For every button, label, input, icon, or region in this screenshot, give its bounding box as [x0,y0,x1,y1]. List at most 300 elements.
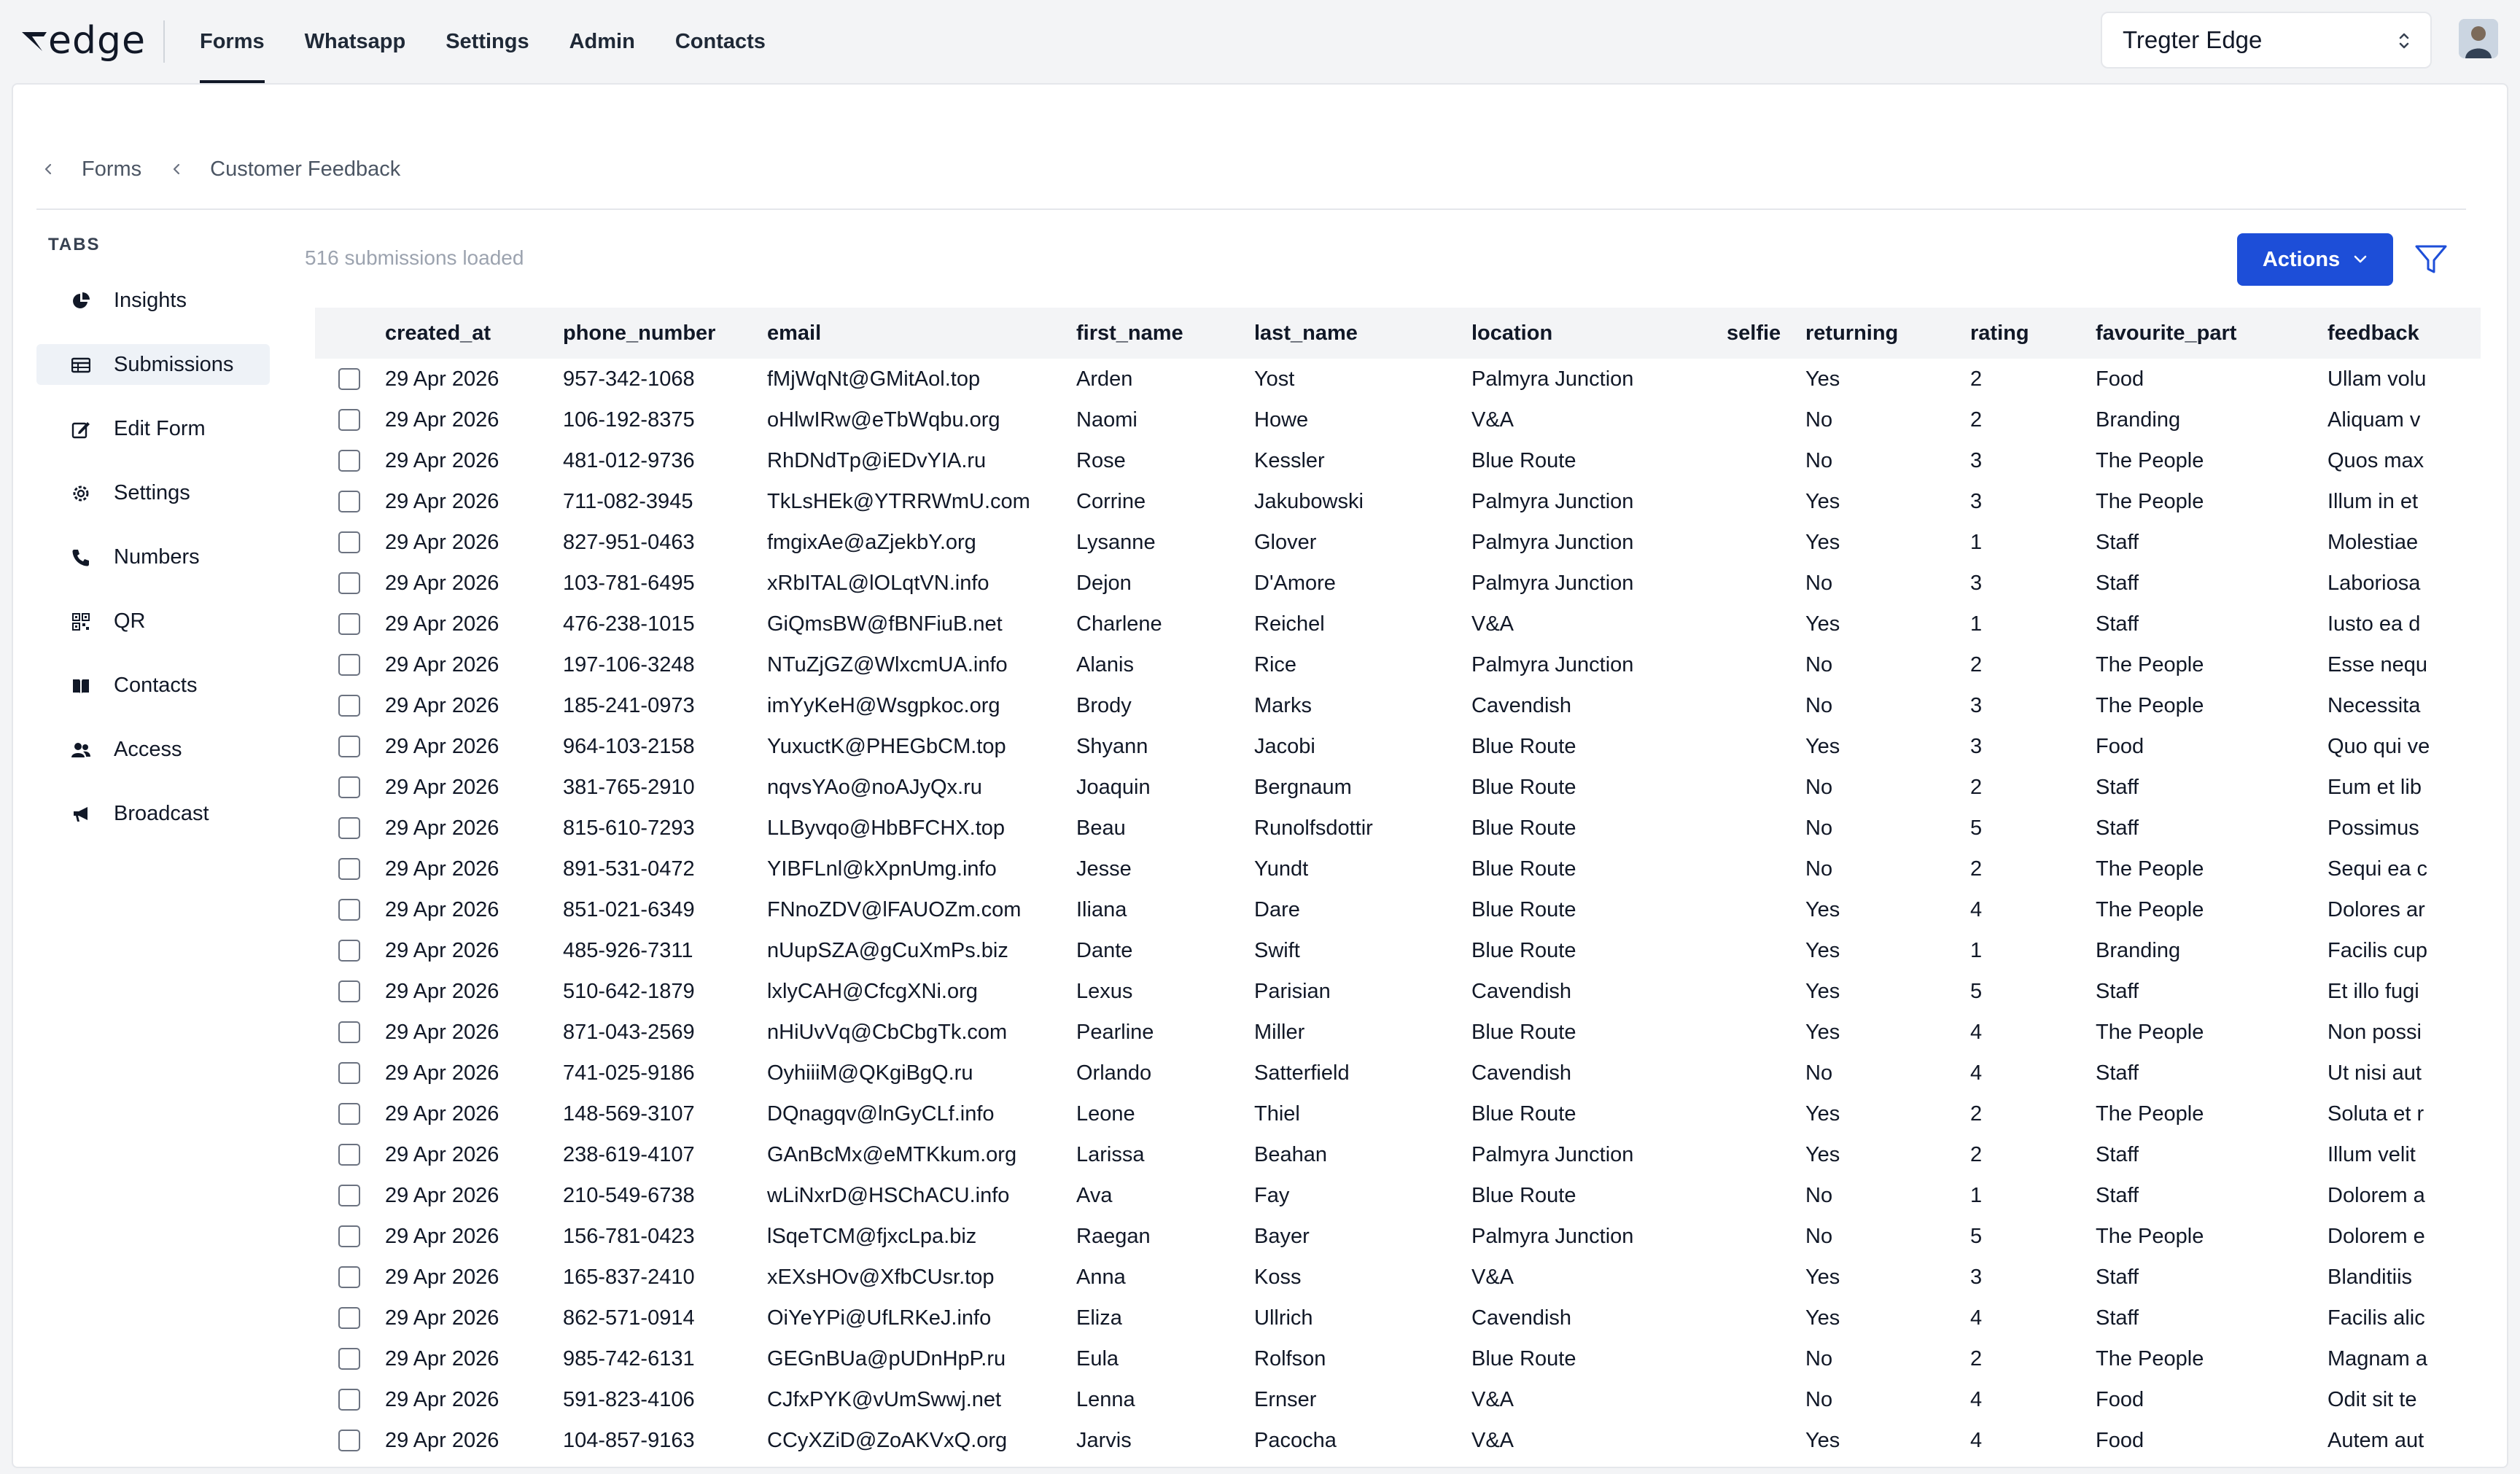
cell-created-at: 29 Apr 2026 [385,775,499,799]
table-row[interactable] [315,399,2481,440]
row-checkbox[interactable] [338,572,360,594]
cell-selfie [1727,767,1805,808]
cell-rating: 2 [1970,1101,1983,1126]
cell-location: V&A [1471,1428,1514,1452]
cell-returning: Yes [1805,367,1840,391]
row-select-cell [315,1379,385,1420]
nav-whatsapp[interactable]: Whatsapp [304,29,406,53]
row-select-cell [315,644,385,685]
column-header-location[interactable]: location [1471,321,1553,345]
cell-last-name: Thiel [1254,1101,1300,1126]
cell-email: CJfxPYK@vUmSwwj.net [767,1387,1002,1411]
cell-first-name: Iliana [1076,897,1127,921]
cell-last-name: Runolfsdottir [1254,816,1373,840]
cell-favourite-part: The People [2096,448,2204,472]
cell-feedback: Quo qui ve [2328,734,2430,758]
cell-favourite-part: Food [2096,734,2144,758]
cell-created-at: 29 Apr 2026 [385,897,499,921]
row-checkbox[interactable] [338,613,360,635]
cell-created-at: 29 Apr 2026 [385,489,499,513]
row-select-cell [315,930,385,971]
row-checkbox[interactable] [338,736,360,757]
cell-selfie [1727,644,1805,685]
table-row[interactable] [315,1134,2481,1175]
cell-feedback: Dolorem a [2328,1183,2425,1207]
cell-last-name: Jakubowski [1254,489,1364,513]
table-row[interactable] [315,1053,2481,1093]
column-header-first-name[interactable]: first_name [1076,321,1183,345]
cell-created-at: 29 Apr 2026 [385,857,499,881]
cell-last-name: Satterfield [1254,1061,1350,1085]
cell-first-name: Arden [1076,367,1133,391]
cell-last-name: Fay [1254,1183,1290,1207]
column-header-created-at[interactable]: created_at [385,321,491,345]
chevron-down-icon [2353,254,2368,265]
table-row[interactable] [315,930,2481,971]
cell-first-name: Corrine [1076,489,1146,513]
column-header-returning[interactable]: returning [1805,321,1899,345]
cell-phone-number: 103-781-6495 [563,571,695,595]
cell-phone-number: 238-619-4107 [563,1142,695,1166]
cell-email: YIBFLnl@kXpnUmg.info [767,857,997,881]
cell-email: xRbITAL@lOLqtVN.info [767,571,989,595]
tabs-heading: TABS [48,235,101,254]
cell-created-at: 29 Apr 2026 [385,1265,499,1289]
cell-rating: 3 [1970,489,1983,513]
cell-returning: No [1805,1061,1833,1085]
cell-returning: No [1805,1183,1833,1207]
cell-returning: No [1805,571,1833,595]
nav-admin[interactable]: Admin [569,29,635,53]
cell-first-name: Jarvis [1076,1428,1132,1452]
cell-last-name: Koss [1254,1265,1302,1289]
cell-favourite-part: The People [2096,1020,2204,1044]
phone-icon [71,548,90,567]
row-checkbox[interactable] [338,1185,360,1206]
submissions-count: 516 submissions loaded [305,246,524,269]
column-header-phone-number[interactable]: phone_number [563,321,716,345]
cell-rating: 3 [1970,734,1983,758]
cell-first-name: Leone [1076,1101,1135,1126]
table-row[interactable] [315,1298,2481,1338]
actions-button[interactable] [2237,233,2393,286]
cell-returning: Yes [1805,612,1840,636]
cell-location: Blue Route [1471,1346,1576,1370]
sidebar-item-label: Insights [114,288,187,312]
cell-selfie [1727,930,1805,971]
cell-phone-number: 891-531-0472 [563,857,695,881]
cell-rating: 2 [1970,652,1983,676]
cell-selfie [1727,971,1805,1012]
row-checkbox[interactable] [338,450,360,472]
table-row[interactable] [315,440,2481,481]
cell-created-at: 29 Apr 2026 [385,816,499,840]
cell-returning: No [1805,693,1833,717]
sidebar-item-label: Numbers [114,545,200,569]
cell-selfie [1727,563,1805,604]
cell-email: nUupSZA@gCuXmPs.biz [767,938,1008,962]
table-row[interactable] [315,849,2481,889]
cell-feedback: Autem aut [2328,1428,2424,1452]
sidebar-item-edit-form[interactable] [36,408,270,449]
cell-favourite-part: The People [2096,652,2204,676]
cell-location: Palmyra Junction [1471,652,1634,676]
cell-email: DQnagqv@lnGyCLf.info [767,1101,995,1126]
sidebar-item-broadcast[interactable] [36,793,270,834]
cell-location: Palmyra Junction [1471,367,1634,391]
nav-contacts[interactable]: Contacts [674,29,766,53]
cell-favourite-part: Staff [2096,612,2139,636]
cell-location: Blue Route [1471,938,1576,962]
cell-location: Blue Route [1471,775,1576,799]
row-checkbox[interactable] [338,1225,360,1247]
cell-favourite-part: Staff [2096,979,2139,1003]
cell-selfie [1727,522,1805,563]
cell-phone-number: 156-781-0423 [563,1224,695,1248]
cell-location: V&A [1471,612,1514,636]
cell-feedback: Eum et lib [2328,775,2422,799]
cell-phone-number: 476-238-1015 [563,612,695,636]
cell-rating: 1 [1970,530,1983,554]
column-header-email[interactable]: email [767,321,822,345]
row-select-cell [315,767,385,808]
cell-phone-number: 851-021-6349 [563,897,695,921]
sidebar-item-label: Settings [114,480,190,504]
cell-location: Cavendish [1471,1061,1572,1085]
cell-first-name: Lysanne [1076,530,1156,554]
cell-favourite-part: The People [2096,489,2204,513]
cell-created-at: 29 Apr 2026 [385,1101,499,1126]
table-row[interactable] [315,1420,2481,1461]
cell-returning: No [1805,448,1833,472]
cell-first-name: Lexus [1076,979,1133,1003]
nav-settings[interactable]: Settings [446,29,529,53]
sidebar-item-contacts[interactable] [36,665,270,706]
cell-first-name: Lenna [1076,1387,1135,1411]
cell-email: nqvsYAo@noAJyQx.ru [767,775,982,799]
cell-phone-number: 197-106-3248 [563,652,695,676]
row-checkbox[interactable] [338,654,360,676]
table-row[interactable] [315,971,2481,1012]
cell-favourite-part: The People [2096,1101,2204,1126]
cell-location: Blue Route [1471,1183,1576,1207]
row-select-cell [315,1338,385,1379]
row-checkbox[interactable] [338,776,360,798]
sidebar-item-label: Access [114,737,182,761]
table-row[interactable] [315,1257,2481,1298]
row-select-cell [315,481,385,522]
cell-first-name: Rose [1076,448,1126,472]
cell-last-name: Pacocha [1254,1428,1337,1452]
sidebar-item-qr[interactable] [36,601,270,642]
submissions-table-container[interactable] [315,308,2481,1474]
breadcrumb-forms[interactable]: Forms [82,157,142,181]
sidebar-item-insights[interactable] [36,280,270,321]
row-checkbox[interactable] [338,1144,360,1166]
cell-favourite-part: The People [2096,693,2204,717]
row-checkbox[interactable] [338,899,360,921]
cell-last-name: Ernser [1254,1387,1317,1411]
cell-email: oHlwIRw@eTbWqbu.org [767,408,1000,432]
cell-created-at: 29 Apr 2026 [385,1142,499,1166]
cell-location: V&A [1471,1387,1514,1411]
cell-email: GiQmsBW@fBNFiuB.net [767,612,1003,636]
cell-selfie [1727,1053,1805,1093]
row-checkbox[interactable] [338,409,360,431]
sidebar-item-label: QR [114,609,146,633]
cell-feedback: Odit sit te [2328,1387,2417,1411]
row-checkbox[interactable] [338,940,360,962]
cell-email: NTuZjGZ@WlxcmUA.info [767,652,1008,676]
cell-favourite-part: Food [2096,367,2144,391]
row-select-cell [315,1420,385,1461]
cell-favourite-part: Food [2096,1428,2144,1452]
table-row[interactable] [315,563,2481,604]
table-header-row [315,308,2481,359]
row-select-cell [315,1093,385,1134]
cell-rating: 3 [1970,448,1983,472]
row-checkbox[interactable] [338,491,360,512]
cell-location: Palmyra Junction [1471,489,1634,513]
filter-icon[interactable] [2412,241,2450,278]
cell-phone-number: 741-025-9186 [563,1061,695,1085]
cell-selfie [1727,808,1805,849]
cell-email: fmgixAe@aZjekbY.org [767,530,976,554]
column-header-feedback[interactable]: feedback [2328,321,2419,345]
cell-created-at: 29 Apr 2026 [385,1183,499,1207]
cell-last-name: Dare [1254,897,1300,921]
column-header-rating[interactable]: rating [1970,321,2029,345]
cell-returning: Yes [1805,1101,1840,1126]
book-icon [71,676,90,695]
row-select-cell [315,440,385,481]
cell-favourite-part: Staff [2096,1265,2139,1289]
cell-last-name: Glover [1254,530,1317,554]
cell-email: FNnoZDV@lFAUOZm.com [767,897,1022,921]
cell-returning: No [1805,408,1833,432]
cell-returning: Yes [1805,897,1840,921]
cell-location: Blue Route [1471,897,1576,921]
row-select-cell [315,808,385,849]
row-select-cell [315,1298,385,1338]
cell-feedback: Iusto ea d [2328,612,2421,636]
row-select-cell [315,563,385,604]
chevron-left-icon [42,162,54,176]
row-select-cell [315,604,385,644]
row-select-cell [315,889,385,930]
row-checkbox[interactable] [338,1307,360,1329]
cell-location: V&A [1471,1265,1514,1289]
table-row[interactable] [315,644,2481,685]
cell-phone-number: 165-837-2410 [563,1265,695,1289]
main-nav [200,0,806,83]
cell-selfie [1727,1379,1805,1420]
table-row[interactable] [315,522,2481,563]
chevron-up-down-icon [2397,29,2411,52]
row-checkbox[interactable] [338,695,360,717]
cell-phone-number: 210-549-6738 [563,1183,695,1207]
row-checkbox[interactable] [338,1348,360,1370]
pie-chart-icon [71,292,90,311]
cell-created-at: 29 Apr 2026 [385,1387,499,1411]
logo-mark-icon [22,26,47,55]
cell-rating: 2 [1970,775,1983,799]
cell-first-name: Eliza [1076,1306,1122,1330]
table-row[interactable] [315,726,2481,767]
cell-selfie [1727,481,1805,522]
cell-favourite-part: The People [2096,1346,2204,1370]
cell-location: Blue Route [1471,816,1576,840]
cell-favourite-part: Branding [2096,408,2181,432]
row-checkbox[interactable] [338,368,360,390]
table-row[interactable] [315,808,2481,849]
cell-last-name: Marks [1254,693,1312,717]
row-checkbox[interactable] [338,1389,360,1411]
cell-phone-number: 185-241-0973 [563,693,695,717]
table-row[interactable] [315,1379,2481,1420]
table-row[interactable] [315,1216,2481,1257]
cell-email: RhDNdTp@iEDvYIA.ru [767,448,987,472]
cell-selfie [1727,359,1805,399]
cell-rating: 4 [1970,897,1983,921]
sidebar-item-settings[interactable] [36,472,270,513]
row-checkbox[interactable] [338,980,360,1002]
cell-selfie [1727,1093,1805,1134]
cell-first-name: Raegan [1076,1224,1151,1248]
column-header-favourite-part[interactable]: favourite_part [2096,321,2237,345]
cell-rating: 1 [1970,612,1983,636]
cell-selfie [1727,1012,1805,1053]
cell-returning: Yes [1805,1428,1840,1452]
cell-email: lSqeTCM@fjxcLpa.biz [767,1224,977,1248]
cell-feedback: Non possi [2328,1020,2422,1044]
table-row[interactable] [315,685,2481,726]
table-row[interactable] [315,1338,2481,1379]
cell-favourite-part: Staff [2096,816,2139,840]
cell-first-name: Brody [1076,693,1132,717]
cell-email: TkLsHEk@YTRRWmU.com [767,489,1030,513]
cell-email: wLiNxrD@HSChACU.info [767,1183,1010,1207]
cell-first-name: Pearline [1076,1020,1154,1044]
row-checkbox[interactable] [338,858,360,880]
row-checkbox[interactable] [338,531,360,553]
cell-location: Palmyra Junction [1471,1142,1634,1166]
column-header-last-name[interactable]: last_name [1254,321,1358,345]
table-row[interactable] [315,481,2481,522]
table-row[interactable] [315,889,2481,930]
user-avatar[interactable] [2459,19,2498,58]
row-select-cell [315,1134,385,1175]
cell-selfie [1727,889,1805,930]
row-checkbox[interactable] [338,817,360,839]
cell-last-name: Ullrich [1254,1306,1313,1330]
cell-feedback: Illum velit [2328,1142,2416,1166]
cell-returning: Yes [1805,1142,1840,1166]
cell-feedback: Ullam volu [2328,367,2427,391]
row-checkbox[interactable] [338,1266,360,1288]
row-checkbox[interactable] [338,1103,360,1125]
cell-phone-number: 106-192-8375 [563,408,695,432]
cell-email: GAnBcMx@eMTKkum.org [767,1142,1017,1166]
edge-logo[interactable] [22,19,146,63]
cell-rating: 5 [1970,1224,1983,1248]
cell-location: V&A [1471,408,1514,432]
cell-returning: No [1805,1346,1833,1370]
actions-button-label: Actions [2262,247,2341,271]
cell-created-at: 29 Apr 2026 [385,571,499,595]
row-select-cell [315,726,385,767]
cell-favourite-part: The People [2096,897,2204,921]
breadcrumb-customer-feedback[interactable]: Customer Feedback [210,157,401,181]
cell-location: Blue Route [1471,857,1576,881]
cell-created-at: 29 Apr 2026 [385,530,499,554]
sidebar-item-numbers[interactable] [36,537,270,577]
cell-email: OyhiiiM@QKgiBgQ.ru [767,1061,973,1085]
cell-email: fMjWqNt@GMitAol.top [767,367,981,391]
cell-returning: No [1805,816,1833,840]
table-row[interactable] [315,604,2481,644]
row-select-cell [315,359,385,399]
table-row[interactable] [315,1012,2481,1053]
row-select-cell [315,685,385,726]
cell-favourite-part: Staff [2096,1142,2139,1166]
header-divider [36,208,2466,210]
logo-text: edge [48,19,146,63]
nav-forms[interactable]: Forms [200,0,265,83]
cell-last-name: Swift [1254,938,1300,962]
cell-feedback: Necessita [2328,693,2421,717]
cell-last-name: Bergnaum [1254,775,1352,799]
cell-first-name: Anna [1076,1265,1126,1289]
row-checkbox[interactable] [338,1021,360,1043]
table-row[interactable] [315,1175,2481,1216]
cell-feedback: Esse nequ [2328,652,2428,676]
table-row[interactable] [315,767,2481,808]
sidebar-item-access[interactable] [36,729,270,770]
column-header-selfie[interactable]: selfie [1727,321,1781,345]
row-select-cell [315,1053,385,1093]
cell-location: Palmyra Junction [1471,530,1634,554]
cell-feedback: Aliquam v [2328,408,2421,432]
cell-rating: 4 [1970,1387,1983,1411]
cell-rating: 4 [1970,1428,1983,1452]
sidebar-item-label: Edit Form [114,416,206,440]
organization-select[interactable] [2101,12,2432,69]
cell-returning: Yes [1805,1020,1840,1044]
cell-returning: No [1805,652,1833,676]
row-checkbox[interactable] [338,1430,360,1451]
cell-created-at: 29 Apr 2026 [385,1061,499,1085]
cell-first-name: Dejon [1076,571,1132,595]
cell-favourite-part: The People [2096,857,2204,881]
cell-location: Palmyra Junction [1471,1224,1634,1248]
cell-feedback: Possimus [2328,816,2419,840]
table-row[interactable] [315,359,2481,399]
cell-feedback: Blanditiis [2328,1265,2413,1289]
cell-returning: No [1805,775,1833,799]
cell-favourite-part: Staff [2096,1061,2139,1085]
cell-rating: 3 [1970,571,1983,595]
sidebar-item-submissions[interactable] [36,344,270,385]
table-row[interactable] [315,1093,2481,1134]
cell-first-name: Naomi [1076,408,1138,432]
cell-feedback: Quos max [2328,448,2424,472]
row-checkbox[interactable] [338,1062,360,1084]
cell-email: YuxuctK@PHEGbCM.top [767,734,1006,758]
cell-selfie [1727,685,1805,726]
cell-location: Palmyra Junction [1471,571,1634,595]
cell-selfie [1727,1257,1805,1298]
